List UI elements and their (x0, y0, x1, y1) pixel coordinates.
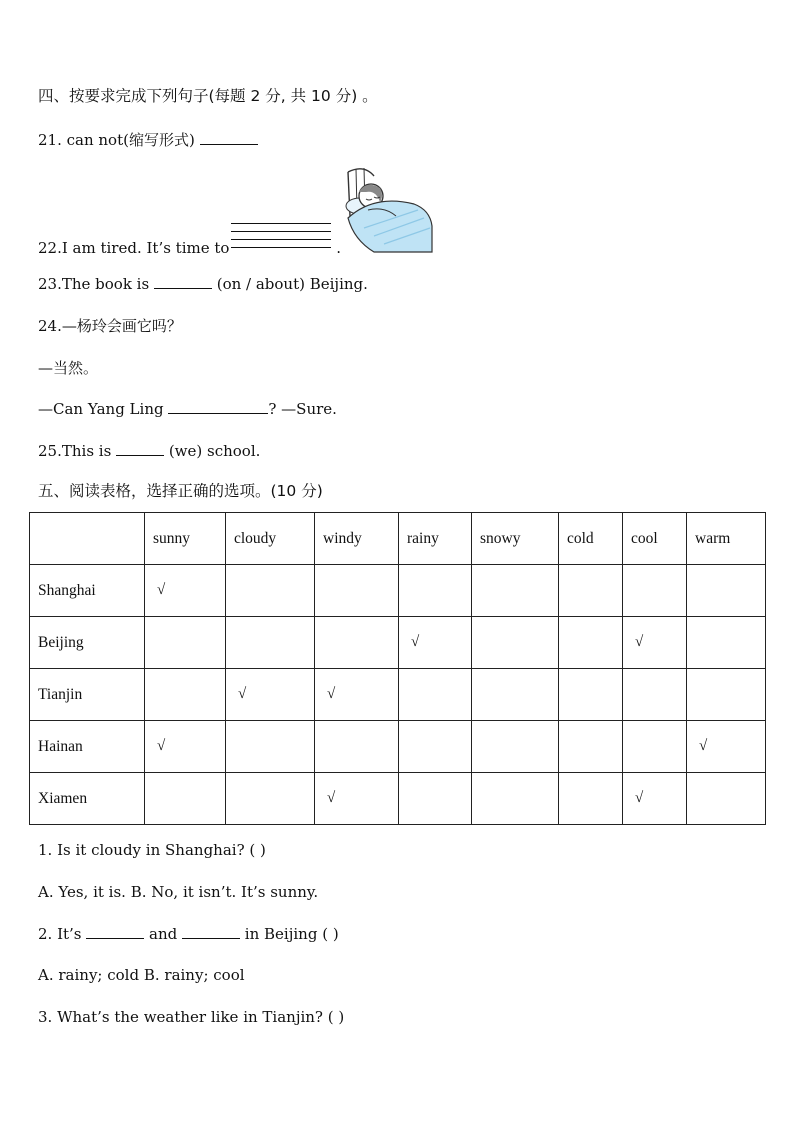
table-cell (559, 565, 623, 617)
table-cell (226, 721, 315, 773)
table-header-row (30, 513, 766, 565)
question-23 (38, 274, 368, 294)
table-cell (559, 617, 623, 669)
section-4-heading: 四、按要求完成下列句子(每题 2 分, 共 10 分) 。 (38, 87, 378, 105)
table-cell (399, 669, 472, 721)
table-cell (145, 669, 226, 721)
table-cell (226, 617, 315, 669)
table-cell (687, 565, 766, 617)
header-snowy: snowy (472, 513, 559, 565)
city-cell: Tianjin (30, 669, 145, 721)
table-cell (559, 721, 623, 773)
table-cell (145, 773, 226, 825)
table-cell: √ (623, 617, 687, 669)
table-cell (226, 565, 315, 617)
question-22-end: . (336, 239, 341, 257)
table-row (30, 773, 766, 825)
table-cell: √ (315, 773, 399, 825)
header-rainy: rainy (399, 513, 472, 565)
city-cell: Shanghai (30, 565, 145, 617)
table-row (30, 617, 766, 669)
table-cell (315, 721, 399, 773)
question-5-1-options: A. Yes, it is. B. No, it isn’t. It’s sunny. (38, 883, 319, 901)
weather-table (29, 512, 766, 825)
question-22 (38, 238, 341, 258)
question-21-text: 21. can not(缩写形式) (38, 131, 200, 149)
table-cell: √ (145, 565, 226, 617)
question-5-2-and: and (144, 925, 183, 943)
sleeping-child-in-bed-icon (344, 166, 434, 254)
table-cell (623, 721, 687, 773)
question-5-2-options: A. rainy; cold B. rainy; cool (38, 966, 245, 984)
answer-blank-25[interactable] (116, 441, 164, 456)
table-cell: √ (226, 669, 315, 721)
table-row (30, 669, 766, 721)
table-cell (315, 565, 399, 617)
question-24-chinese: 24.—杨玲会画它吗？ (38, 317, 182, 335)
question-5-2 (38, 924, 339, 944)
question-5-1: 1. Is it cloudy in Shanghai? ( ) (38, 841, 266, 859)
header-cold: cold (559, 513, 623, 565)
question-24-reply: ? —Sure. (268, 400, 337, 418)
answer-blank-21[interactable] (200, 130, 258, 145)
header-cloudy: cloudy (226, 513, 315, 565)
question-5-2-text: 2. It’s (38, 925, 87, 943)
section-5-heading: 五、阅读表格，选择正确的选项。(10 分) (38, 482, 323, 500)
table-row (30, 565, 766, 617)
header-warm: warm (687, 513, 766, 565)
table-cell (145, 617, 226, 669)
header-sunny: sunny (145, 513, 226, 565)
table-cell: √ (315, 669, 399, 721)
table-cell (687, 669, 766, 721)
table-cell (399, 721, 472, 773)
table-cell (472, 773, 559, 825)
question-23-text: 23.The book is (38, 275, 154, 293)
question-24 (38, 399, 337, 419)
question-25 (38, 441, 260, 461)
answer-blank-5-2a[interactable] (86, 924, 144, 939)
question-23-choices: (on / about) Beijing. (211, 275, 368, 293)
table-cell (687, 617, 766, 669)
header-cell (30, 513, 145, 565)
question-25-hint: (we) school. (164, 442, 261, 460)
table-cell: √ (623, 773, 687, 825)
table-cell (315, 617, 399, 669)
table-cell (472, 721, 559, 773)
question-25-text: 25.This is (38, 442, 117, 460)
city-cell: Beijing (30, 617, 145, 669)
answer-blank-5-2b[interactable] (182, 924, 240, 939)
table-cell (623, 565, 687, 617)
answer-blank-24[interactable] (168, 399, 268, 414)
table-cell (472, 565, 559, 617)
question-24-chinese-answer: —当然。 (38, 359, 99, 377)
city-cell: Hainan (30, 721, 145, 773)
question-24-text: —Can Yang Ling (38, 400, 169, 418)
header-windy: windy (315, 513, 399, 565)
table-cell: √ (399, 617, 472, 669)
table-cell: √ (687, 721, 766, 773)
question-5-3: 3. What’s the weather like in Tianjin? ( ) (38, 1008, 345, 1026)
table-cell (472, 617, 559, 669)
table-row (30, 721, 766, 773)
question-22-text: 22.I am tired. It’s time to (38, 239, 235, 257)
table-cell (399, 565, 472, 617)
answer-blank-23[interactable] (154, 274, 212, 289)
table-cell (226, 773, 315, 825)
table-cell (472, 669, 559, 721)
table-cell: √ (145, 721, 226, 773)
city-cell: Xiamen (30, 773, 145, 825)
table-cell (623, 669, 687, 721)
question-21 (38, 130, 258, 150)
table-cell (559, 669, 623, 721)
header-cool: cool (623, 513, 687, 565)
table-cell (687, 773, 766, 825)
table-cell (399, 773, 472, 825)
question-5-2-tail: in Beijing ( ) (240, 925, 339, 943)
table-cell (559, 773, 623, 825)
